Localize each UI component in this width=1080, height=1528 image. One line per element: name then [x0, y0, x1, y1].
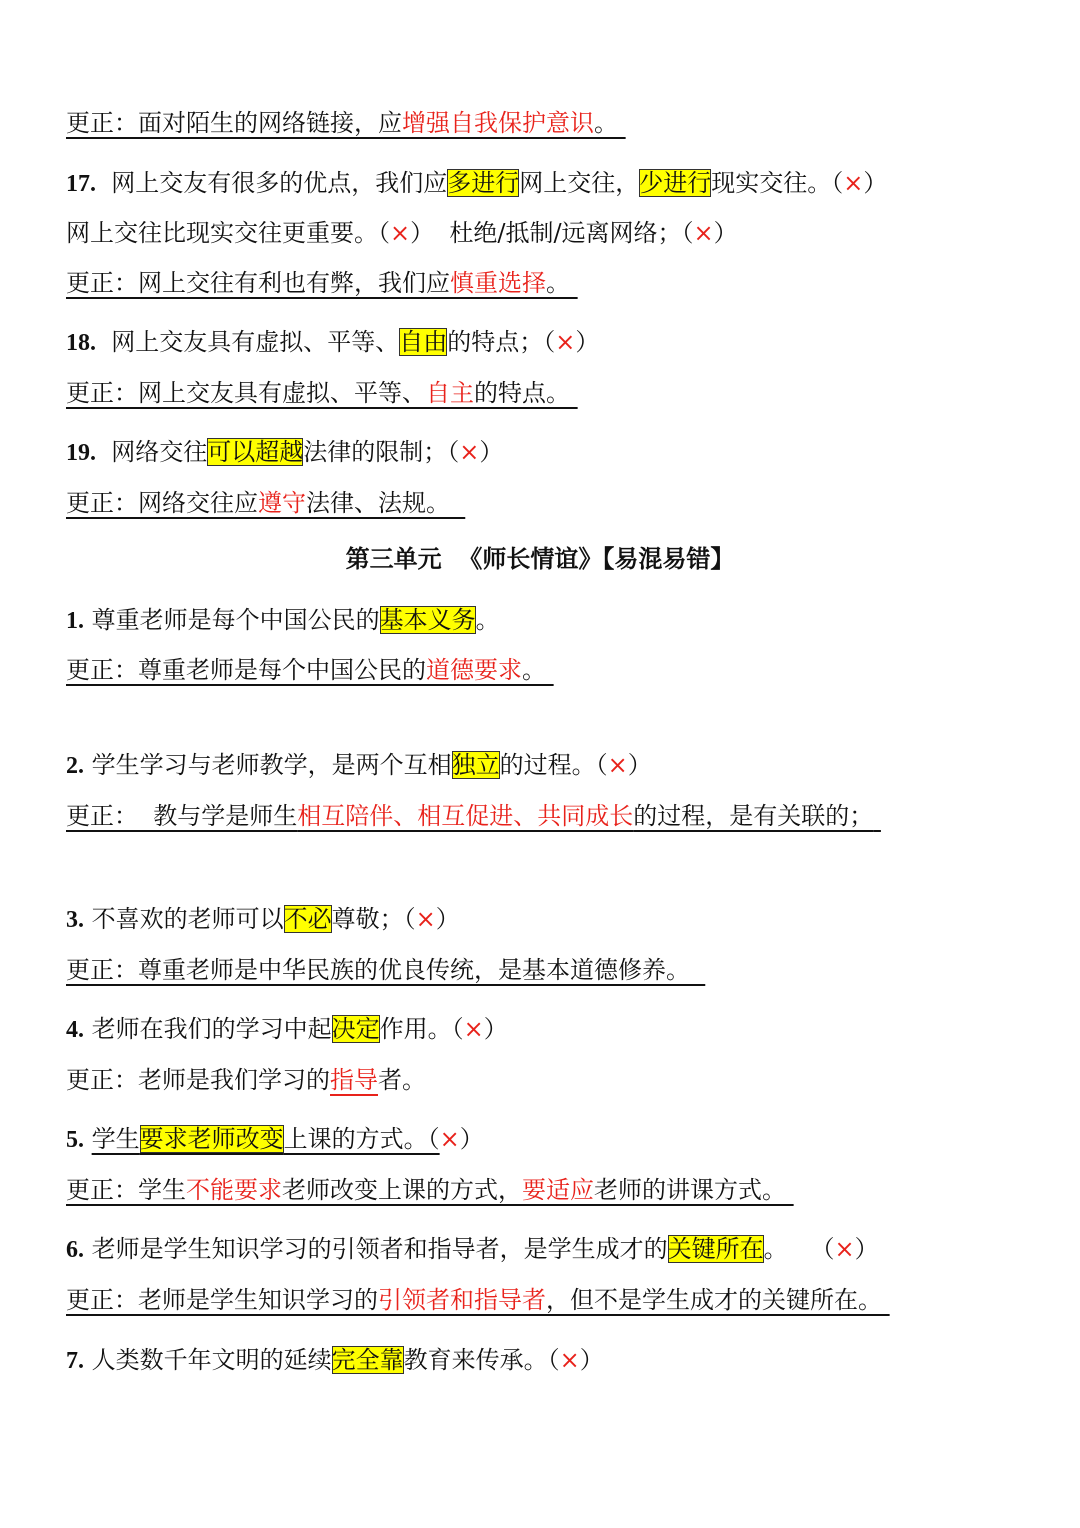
wrong-mark-icon: × [415, 905, 436, 933]
question-4: 4. 老师在我们的学习中起决定作用。（×） [66, 1015, 508, 1043]
question-3: 3. 不喜欢的老师可以不必尊敬；（×） [66, 905, 460, 933]
correct-answer: 自主 [426, 379, 474, 407]
question-17-extra: 网上交往比现实交往更重要。（×） 杜绝/抵制/远离网络；（×） [66, 219, 738, 247]
section-title: 第三单元 《师长情谊》【易混易错】 [345, 545, 735, 573]
question-number: 2. [66, 753, 84, 779]
correct-answer: 要适应 [522, 1176, 594, 1204]
wrong-mark-icon: × [555, 328, 576, 356]
question-number: 4. [66, 1017, 84, 1043]
correction-line: 更正：老师是我们学习的指导者。 [66, 1066, 426, 1094]
correction-line: 更正：尊重老师是每个中国公民的道德要求。 [66, 656, 546, 684]
correction-line: 更正：网上交往有利也有弊，我们应慎重选择。 [66, 269, 570, 297]
wrong-phrase-highlight: 少进行 [639, 169, 712, 197]
wrong-phrase-highlight: 完全靠 [331, 1346, 404, 1374]
question-1: 1. 尊重老师是每个中国公民的基本义务。 [66, 606, 500, 634]
question-6: 6. 老师是学生知识学习的引领者和指导者，是学生成才的关键所在。 （×） [66, 1235, 879, 1263]
correction-line: 更正：学生不能要求老师改变上课的方式，要适应老师的讲课方式。 [66, 1176, 786, 1204]
wrong-phrase-highlight: 不必 [283, 905, 332, 933]
wrong-phrase-highlight: 自由 [399, 328, 448, 356]
question-number: 19. [66, 440, 96, 466]
correct-answer: 道德要求 [426, 656, 522, 684]
wrong-phrase-highlight: 要求老师改变 [139, 1125, 284, 1153]
correct-answer: 慎重选择 [450, 269, 546, 297]
question-19: 19. 网络交往可以超越法律的限制；（×） [66, 438, 504, 466]
question-number: 6. [66, 1237, 84, 1263]
question-number: 5. [66, 1127, 84, 1153]
wrong-mark-icon: × [607, 751, 628, 779]
wrong-mark-icon: × [559, 1346, 580, 1374]
wrong-mark-icon: × [463, 1015, 484, 1043]
question-2: 2. 学生学习与老师教学，是两个互相独立的过程。（×） [66, 751, 652, 779]
question-5: 5. 学生要求老师改变上课的方式。（×） [66, 1125, 484, 1153]
correct-answer: 相互陪伴、相互促进、共同成长 [297, 802, 634, 830]
wrong-mark-icon: × [834, 1235, 855, 1263]
wrong-mark-icon: × [390, 219, 411, 247]
wrong-phrase-highlight: 基本义务 [379, 606, 476, 634]
correction-line: 更正：老师是学生知识学习的引领者和指导者，但不是学生成才的关键所在。 [66, 1286, 882, 1314]
wrong-phrase-highlight: 多进行 [447, 169, 520, 197]
wrong-mark-icon: × [693, 219, 714, 247]
question-18: 18. 网上交友具有虚拟、平等、自由的特点；（×） [66, 328, 600, 356]
question-number: 7. [66, 1348, 84, 1374]
wrong-phrase-highlight: 可以超越 [207, 438, 304, 466]
correction-line: 更正：网络交往应遵守法律、法规。 [66, 489, 450, 517]
question-7: 7. 人类数千年文明的延续完全靠教育来传承。（×） [66, 1346, 604, 1374]
correction-line: 更正：网上交友具有虚拟、平等、自主的特点。 [66, 379, 570, 407]
question-number: 3. [66, 907, 84, 933]
question-number: 18. [66, 330, 96, 356]
wrong-mark-icon: × [459, 438, 480, 466]
wrong-phrase-highlight: 决定 [331, 1015, 380, 1043]
question-17: 17. 网上交友有很多的优点，我们应多进行网上交往，少进行现实交往。（×） [66, 169, 888, 197]
correction-line: 更正：尊重老师是中华民族的优良传统，是基本道德修养。 [66, 956, 690, 984]
wrong-phrase-highlight: 关键所在 [667, 1235, 764, 1263]
correct-answer: 指导 [330, 1066, 378, 1094]
correction-line: 更正：面对陌生的网络链接，应增强自我保护意识。 [66, 109, 618, 137]
question-number: 1. [66, 608, 84, 634]
wrong-phrase-highlight: 独立 [451, 751, 500, 779]
correct-answer: 引领者和指导者 [378, 1286, 546, 1314]
correct-answer: 不能要求 [186, 1176, 282, 1204]
question-number: 17. [66, 171, 96, 197]
correct-answer: 遵守 [258, 489, 306, 517]
correct-answer: 增强自我保护意识 [402, 109, 594, 137]
wrong-mark-icon: × [439, 1125, 460, 1153]
correction-line: 更正： 教与学是师生相互陪伴、相互促进、共同成长的过程，是有关联的； [66, 802, 874, 830]
wrong-mark-icon: × [843, 169, 864, 197]
